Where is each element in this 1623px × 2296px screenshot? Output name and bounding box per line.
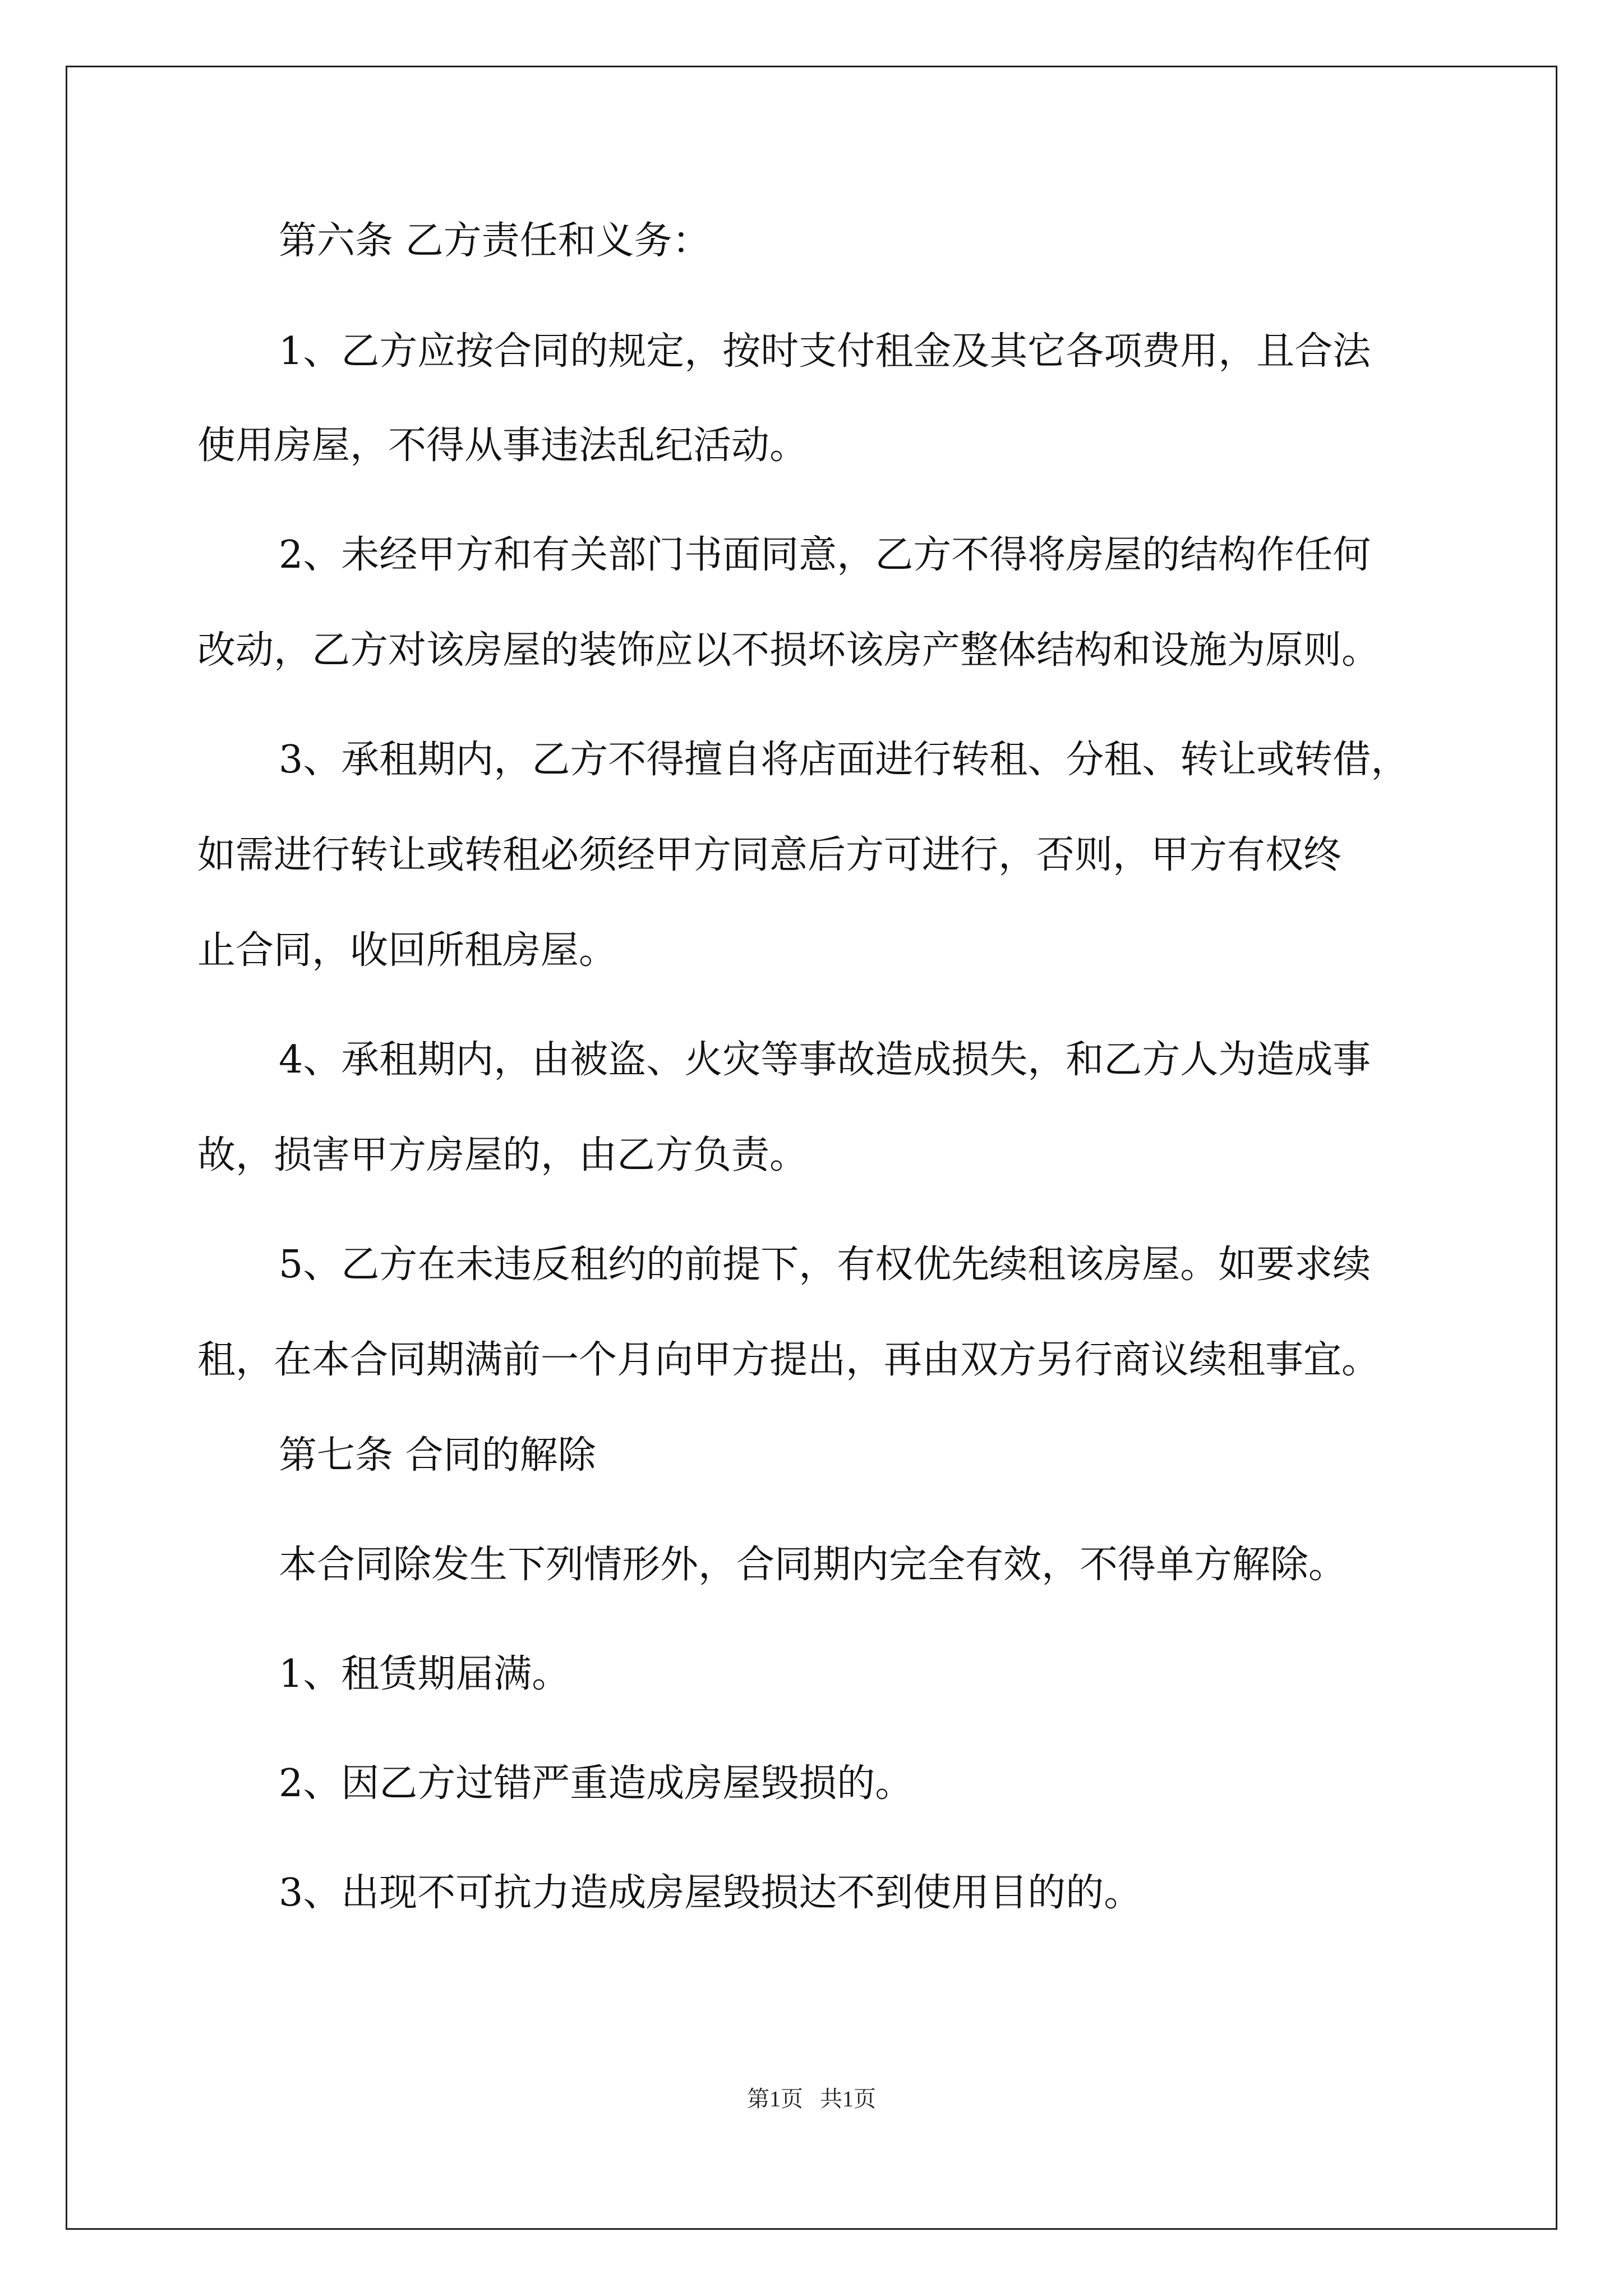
paragraph-line: 租，在本合同期满前一个月向甲方提出，再由双方另行商议续租事宜。 (197, 1338, 1380, 1382)
list-item: 3、出现不可抗力造成房屋毁损达不到使用目的的。 (279, 1871, 1142, 1915)
paragraph-line: 使用房屋，不得从事违法乱纪活动。 (197, 424, 808, 468)
paragraph-line: 2、未经甲方和有关部门书面同意，乙方不得将房屋的结构作任何 (279, 533, 1371, 577)
page-footer: 第1页 共1页 (747, 2086, 876, 2111)
paragraph-line: 1、乙方应按合同的规定，按时支付租金及其它各项费用，且合法 (279, 329, 1371, 374)
paragraph-line: 如需进行转让或转租必须经甲方同意后方可进行，否则，甲方有权终 (197, 833, 1342, 877)
article-7-heading: 第七条 合同的解除 (279, 1433, 596, 1478)
paragraph-line: 4、承租期内，由被盗、火灾等事故造成损失，和乙方人为造成事 (279, 1038, 1371, 1082)
paragraph-line: 改动，乙方对该房屋的装饰应以不损坏该房产整体结构和设施为原则。 (197, 628, 1380, 673)
article-6-heading: 第六条 乙方责任和义务： (279, 219, 711, 263)
list-item: 1、租赁期届满。 (279, 1652, 570, 1696)
paragraph-line: 止合同，收回所租房屋。 (197, 928, 617, 973)
paragraph-line: 故，损害甲方房屋的，由乙方负责。 (197, 1133, 808, 1177)
paragraph-line: 5、乙方在未违反租约的前提下，有权优先续租该房屋。如要求续 (279, 1243, 1371, 1287)
paragraph-line: 本合同除发生下列情形外，合同期内完全有效，不得单方解除。 (279, 1543, 1347, 1587)
paragraph-line: 3、承租期内，乙方不得擅自将店面进行转租、分租、转让或转借， (279, 738, 1409, 782)
list-item: 2、因乙方过错严重造成房屋毁损的。 (279, 1761, 914, 1806)
